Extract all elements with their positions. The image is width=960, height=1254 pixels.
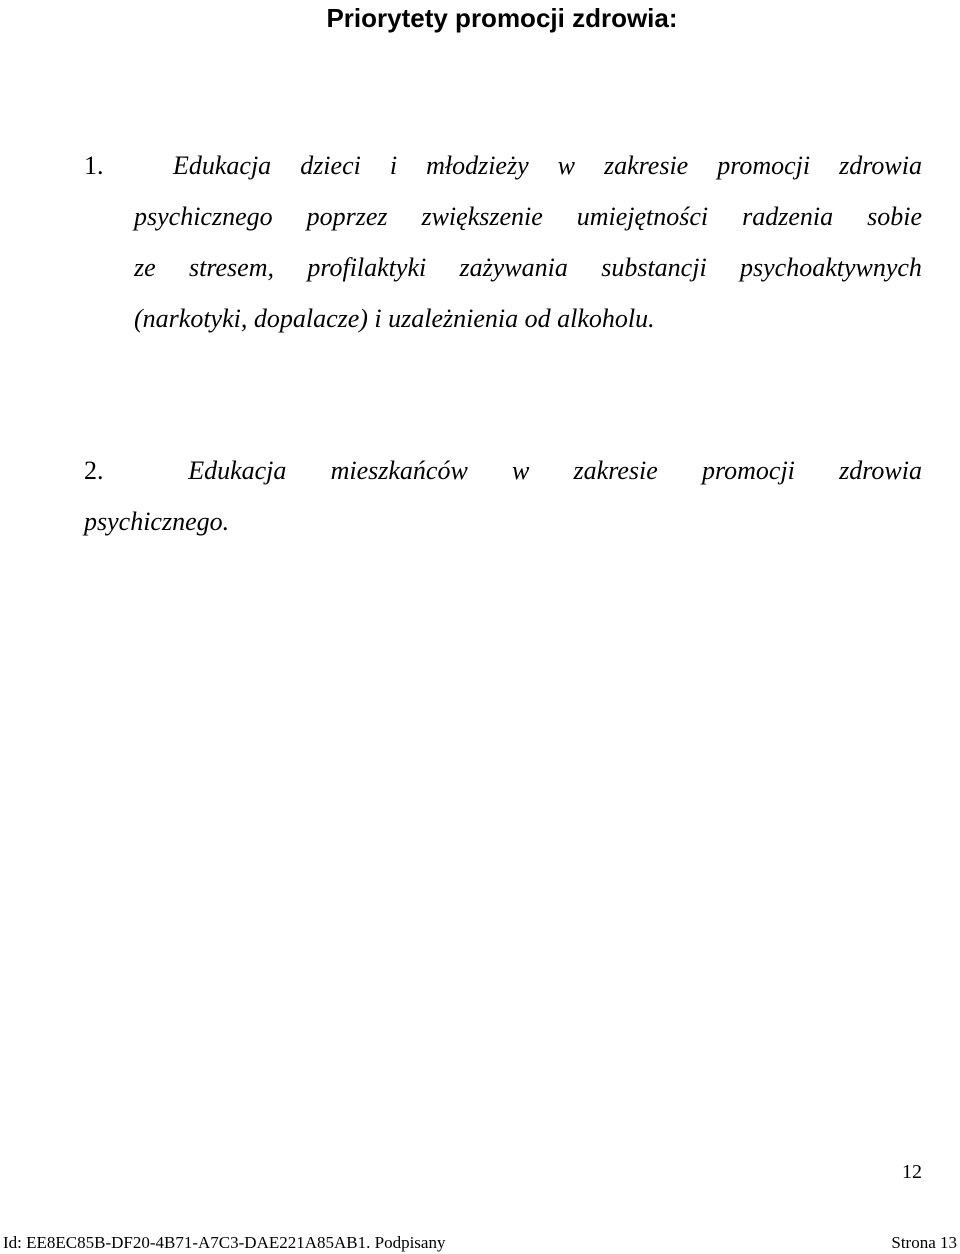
list-item-2-line-2 — [84, 496, 922, 547]
page-number: 12 — [902, 1161, 922, 1183]
word: stresem, — [189, 253, 274, 282]
word: i — [389, 151, 398, 180]
word: zdrowia — [839, 151, 922, 180]
list-item-1-line-4 — [84, 293, 922, 344]
word: psychoaktywnych — [740, 253, 922, 282]
word: promocji — [717, 151, 811, 180]
word: dzieci — [300, 151, 361, 180]
footer-document-id: Id: EE8EC85B-DF20-4B71-A7C3-DAE221A85AB1. Podpisany — [3, 1233, 446, 1252]
word: profilaktyki — [307, 253, 427, 282]
word: zażywania — [459, 253, 568, 282]
word: zdrowia — [839, 456, 922, 485]
word: substancji — [601, 253, 707, 282]
word: mieszkańców — [330, 456, 468, 485]
list-item-2 — [84, 445, 922, 547]
list-item-1-line-2 — [84, 191, 922, 242]
list-item-1 — [84, 140, 922, 344]
word: poprzez — [306, 202, 388, 231]
word: zakresie — [603, 151, 689, 180]
word: zakresie — [573, 456, 658, 485]
list-item-1-number: 1. — [84, 151, 104, 180]
word: ze — [134, 253, 156, 282]
word: sobie — [867, 202, 922, 231]
word: młodzieży — [426, 151, 529, 180]
word: promocji — [701, 456, 795, 485]
word: Edukacja — [188, 456, 287, 485]
page-title: Priorytety promocji zdrowia: — [326, 3, 678, 33]
line-text: (narkotyki, dopalacze) i uzależnienia od alkoholu. — [134, 304, 655, 333]
word: zwiększenie — [421, 202, 543, 231]
word: w — [512, 456, 530, 485]
word: radzenia — [742, 202, 834, 231]
footer-page-label: Strona 13 — [891, 1233, 957, 1252]
word: Edukacja — [173, 151, 272, 180]
line-text: psychicznego. — [84, 507, 230, 536]
list-item-1-line-3 — [84, 242, 922, 293]
list-item-2-line-1 — [84, 445, 922, 496]
word: umiejętności — [576, 202, 709, 231]
list-item-2-number: 2. — [84, 456, 104, 485]
word: psychicznego — [134, 202, 273, 231]
list-item-1-line-1 — [84, 140, 922, 191]
word: w — [557, 151, 575, 180]
